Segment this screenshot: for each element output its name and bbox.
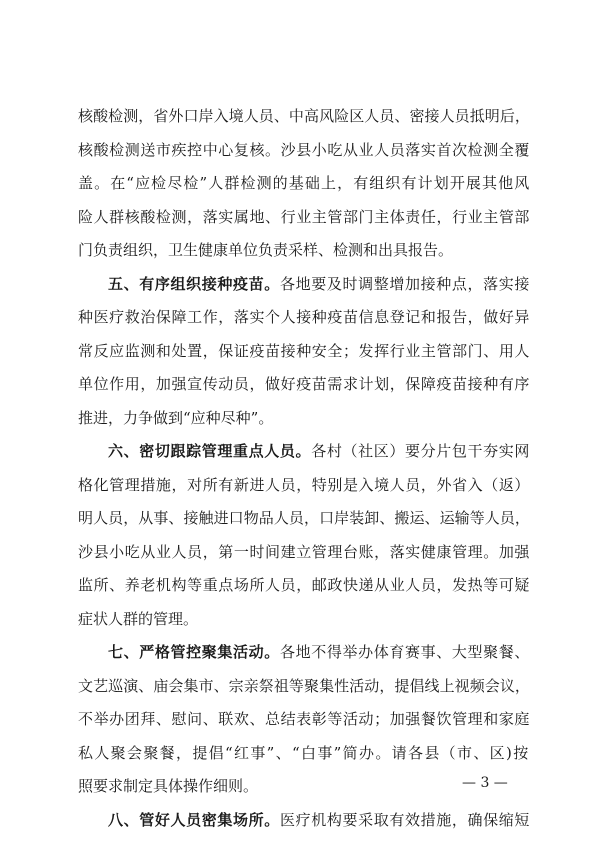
text-line: [78, 234, 530, 268]
text-line: [78, 502, 530, 536]
text-line: [78, 703, 530, 737]
text-line: [78, 402, 530, 436]
body-text: [78, 100, 530, 837]
line-text: 沙县小吃从业人员，第一时间建立管理台账，落实健康管理。加强: [78, 542, 531, 561]
text-line: [78, 268, 530, 302]
section-heading: 六、密切跟踪管理重点人员。: [108, 442, 312, 460]
section-heading: 八、管好人员密集场所。: [108, 810, 280, 829]
line-text: 种医疗救治保障工作，落实个人接种疫苗信息登记和报告，做好异: [78, 308, 531, 326]
line-text: 核酸检测送市疾控中心复核。沙县小吃从业人员落实首次检测全覆: [78, 140, 531, 159]
line-text: 门负责组织，卫生健康单位负责采样、检测和出具报告。: [78, 241, 454, 259]
text-line: [78, 368, 530, 402]
page-number: — 3 —: [462, 775, 508, 791]
text-line: [78, 569, 530, 603]
line-text: 明人员，从事、接触进口物品人员，口岸装卸、搬运、运输等人员，: [78, 509, 531, 527]
line-text: 核酸检测，省外口岸入境人员、中高风险区人员、密接人员抵明后，: [78, 107, 531, 125]
text-line: [78, 167, 530, 201]
text-line: [78, 670, 530, 704]
line-text: 险人群核酸检测，落实属地、行业主管部门主体责任，行业主管部: [78, 207, 531, 226]
text-line: [78, 603, 530, 637]
line-text: 单位作用，加强宣传动员，做好疫苗需求计划，保障疫苗接种有序: [78, 375, 531, 393]
line-text: 文艺巡演、庙会集市、宗亲祭祖等聚集性活动，提倡线上视频会议，: [78, 676, 531, 695]
text-line: [78, 469, 530, 503]
text-line: [78, 804, 530, 838]
text-line: [78, 636, 530, 670]
text-line: [78, 435, 530, 469]
line-text: 私人聚会聚餐，提倡“红事”、“白事”简办。请各县（市、区)按: [78, 743, 530, 762]
line-text: 推进，力争做到“应种尽种”。: [78, 408, 274, 427]
text-line: [78, 737, 530, 771]
text-line: [78, 536, 530, 570]
line-text: 常反应监测和处置，保证疫苗接种安全；发挥行业主管部门、用人: [78, 341, 531, 360]
text-line: [78, 134, 530, 168]
line-text: 各地要及时调整增加接种点，落实接: [279, 274, 531, 293]
text-line: [78, 301, 530, 335]
section-heading: 五、有序组织接种疫苗。: [108, 274, 280, 293]
line-text: 各村（社区）要分片包干夯实网: [311, 442, 531, 460]
section-heading: 七、严格管控聚集活动。: [108, 643, 280, 661]
line-text: 症状人群的管理。: [78, 609, 199, 628]
line-text: 各地不得举办体育赛事、大型聚餐、: [279, 643, 531, 661]
line-text: 照要求制定具体操作细则。: [78, 777, 259, 795]
line-text: 监所、养老机构等重点场所人员，邮政快递从业人员，发热等可疑: [78, 576, 531, 594]
text-line: [78, 201, 530, 235]
text-line: [78, 100, 530, 134]
text-line: [78, 335, 530, 369]
line-text: 盖。在“应检尽检”人群检测的基础上，有组织有计划开展其他风: [78, 174, 531, 192]
line-text: 格化管理措施，对所有新进人员，特别是入境人员，外省入（返）: [78, 475, 531, 494]
line-text: 不举办团拜、慰问、联欢、总结表彰等活动；加强餐饮管理和家庭: [78, 710, 531, 728]
line-text: 医疗机构要采取有效措施，确保缩短: [279, 810, 531, 829]
